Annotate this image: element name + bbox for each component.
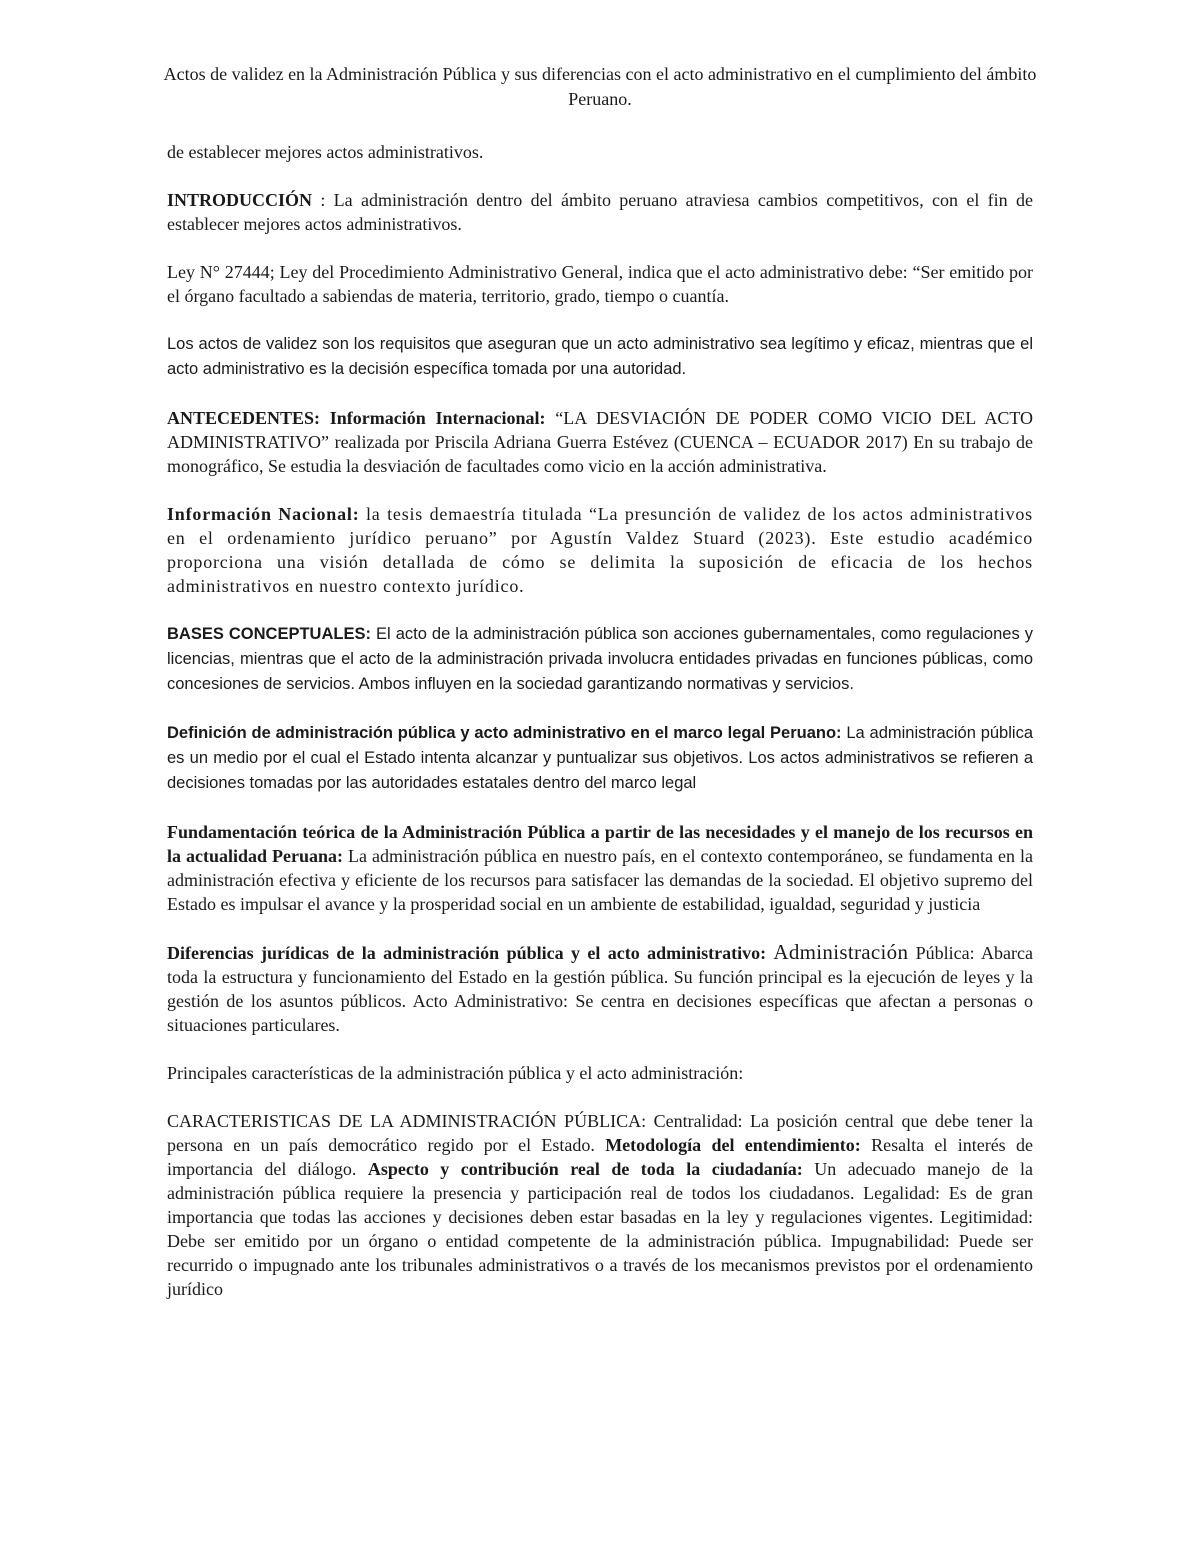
nacional-paragraph: [167, 502, 1033, 598]
introduccion-text: : La administración dentro del ámbito peruano atraviesa cambios competitivos, con el fin de establecer mejores actos administrativos.: [167, 190, 1033, 234]
intro-fragment: de establecer mejores actos administrativos.: [167, 142, 484, 162]
antecedentes-label: ANTECEDENTES:: [167, 408, 321, 428]
caracteristicas-text-3: Un adecuado manejo de la administración pública requiere la presencia y participación real de todos los ciudadanos. Legalidad: Es de gran importancia que todas las acciones y decisiones deben estar basadas en la ley y regulaciones vigentes. Legitimidad: Debe ser emitido por un órgano o entidad competente de la administración pública. Impugnabilidad: Puede ser recurrido o impugnado ante los tribunales administrativos o a través de los mecanismos previstos por el ordenamiento jurídico: [167, 1159, 1033, 1299]
nacional-text: la tesis demaestría titulada “La presunción de validez de los actos administrativos en el ordenamiento jurídico peruano” por Agustín Valdez Stuard (2023). Este estudio académico proporciona una visión detallada de cómo se delimita la suposición de eficacia de los hechos administrativos en nuestro contexto jurídico.: [167, 504, 1033, 596]
ley-paragraph: Ley N° 27444; Ley del Procedimiento Administrativo General, indica que el acto administrativo debe: “Ser emitido por el órgano facultado a sabiendas de materia, territorio, grado, tiempo o cuantía.: [167, 262, 1033, 306]
document-body: [167, 140, 1033, 1301]
validez-paragraph: Los actos de validez son los requisitos que aseguran que un acto administrativo sea legítimo y eficaz, mientras que el acto administrativo es la decisión específica tomada por una autoridad.: [167, 335, 1033, 378]
bases-paragraph: [167, 622, 1033, 697]
bases-text: El acto de la administración pública son acciones gubernamentales, como regulaciones y licencias, mientras que el acto de la administración privada involucra entidades privadas en funciones públicas, como concesiones de servicios. Ambos influyen en la sociedad garantizando normativas y servicios.: [167, 625, 1033, 693]
definicion-label: Definición de administración pública y acto administrativo en el marco legal Peruano:: [167, 724, 842, 742]
caracteristicas-paragraph: [167, 1109, 1033, 1301]
diferencias-big-text: Administración: [766, 940, 909, 964]
antecedentes-sublabel: Información Internacional:: [320, 408, 546, 428]
fundamentacion-paragraph: [167, 820, 1033, 916]
antecedentes-text: “LA DESVIACIÓN DE PODER COMO VICIO DEL ACTO ADMINISTRATIVO” realizada por Priscila Adriana Guerra Estévez (CUENCA – ECUADOR 2017) En su trabajo de monográfico, Se estudia la desviación de facultades como vicio en la acción administrativa.: [167, 408, 1033, 476]
principales-paragraph: Principales características de la administración pública y el acto administración:: [167, 1063, 744, 1083]
page-header-title: Actos de validez en la Administración Pública y sus diferencias con el acto administrativo en el cumplimiento del ámbito Peruano.: [163, 64, 1037, 109]
nacional-label: Información Nacional:: [167, 504, 360, 524]
bases-label: BASES CONCEPTUALES:: [167, 625, 371, 643]
caracteristicas-label-2: Aspecto y contribución real de toda la ciudadanía:: [367, 1159, 803, 1179]
caracteristicas-text-2: Resalta el interés de importancia del diálogo.: [167, 1135, 1033, 1179]
fundamentacion-text: La administración pública en nuestro país, en el contexto contemporáneo, se fundamenta en la administración efectiva y eficiente de los recursos para satisfacer las demandas de la sociedad. El objetivo supremo del Estado es impulsar el avance y la prosperidad social en un ambiente de estabilidad, igualdad, seguridad y justicia: [167, 846, 1033, 914]
diferencias-label: Diferencias jurídicas de la administración pública y el acto administrativo:: [167, 943, 767, 963]
definicion-text: La administración pública es un medio por el cual el Estado intenta alcanzar y puntualizar sus objetivos. Los actos administrativos se refieren a decisiones tomadas por las autoridades estatales dentro del marco legal: [167, 724, 1033, 792]
diferencias-text: Pública: Abarca toda la estructura y funcionamiento del Estado en la gestión pública. Su función principal es la ejecución de leyes y la gestión de los asuntos públicos. Acto Administrativo: Se centra en decisiones específicas que afectan a personas o situaciones particulares.: [167, 943, 1033, 1035]
diferencias-paragraph: [167, 940, 1033, 1037]
introduccion-paragraph: [167, 188, 1033, 236]
caracteristicas-text-1: CARACTERISTICAS DE LA ADMINISTRACIÓN PÚBLICA: Centralidad: La posición central que debe tener la persona en un país democrático regido por el Estado.: [167, 1111, 1033, 1155]
caracteristicas-label-1: Metodología del entendimiento:: [605, 1135, 861, 1155]
antecedentes-paragraph: [167, 406, 1033, 478]
definicion-paragraph: [167, 721, 1033, 796]
introduccion-label: INTRODUCCIÓN: [167, 190, 313, 210]
fundamentacion-label: Fundamentación teórica de la Administración Pública a partir de las necesidades y el manejo de los recursos en la actualidad Peruana:: [167, 822, 1033, 866]
